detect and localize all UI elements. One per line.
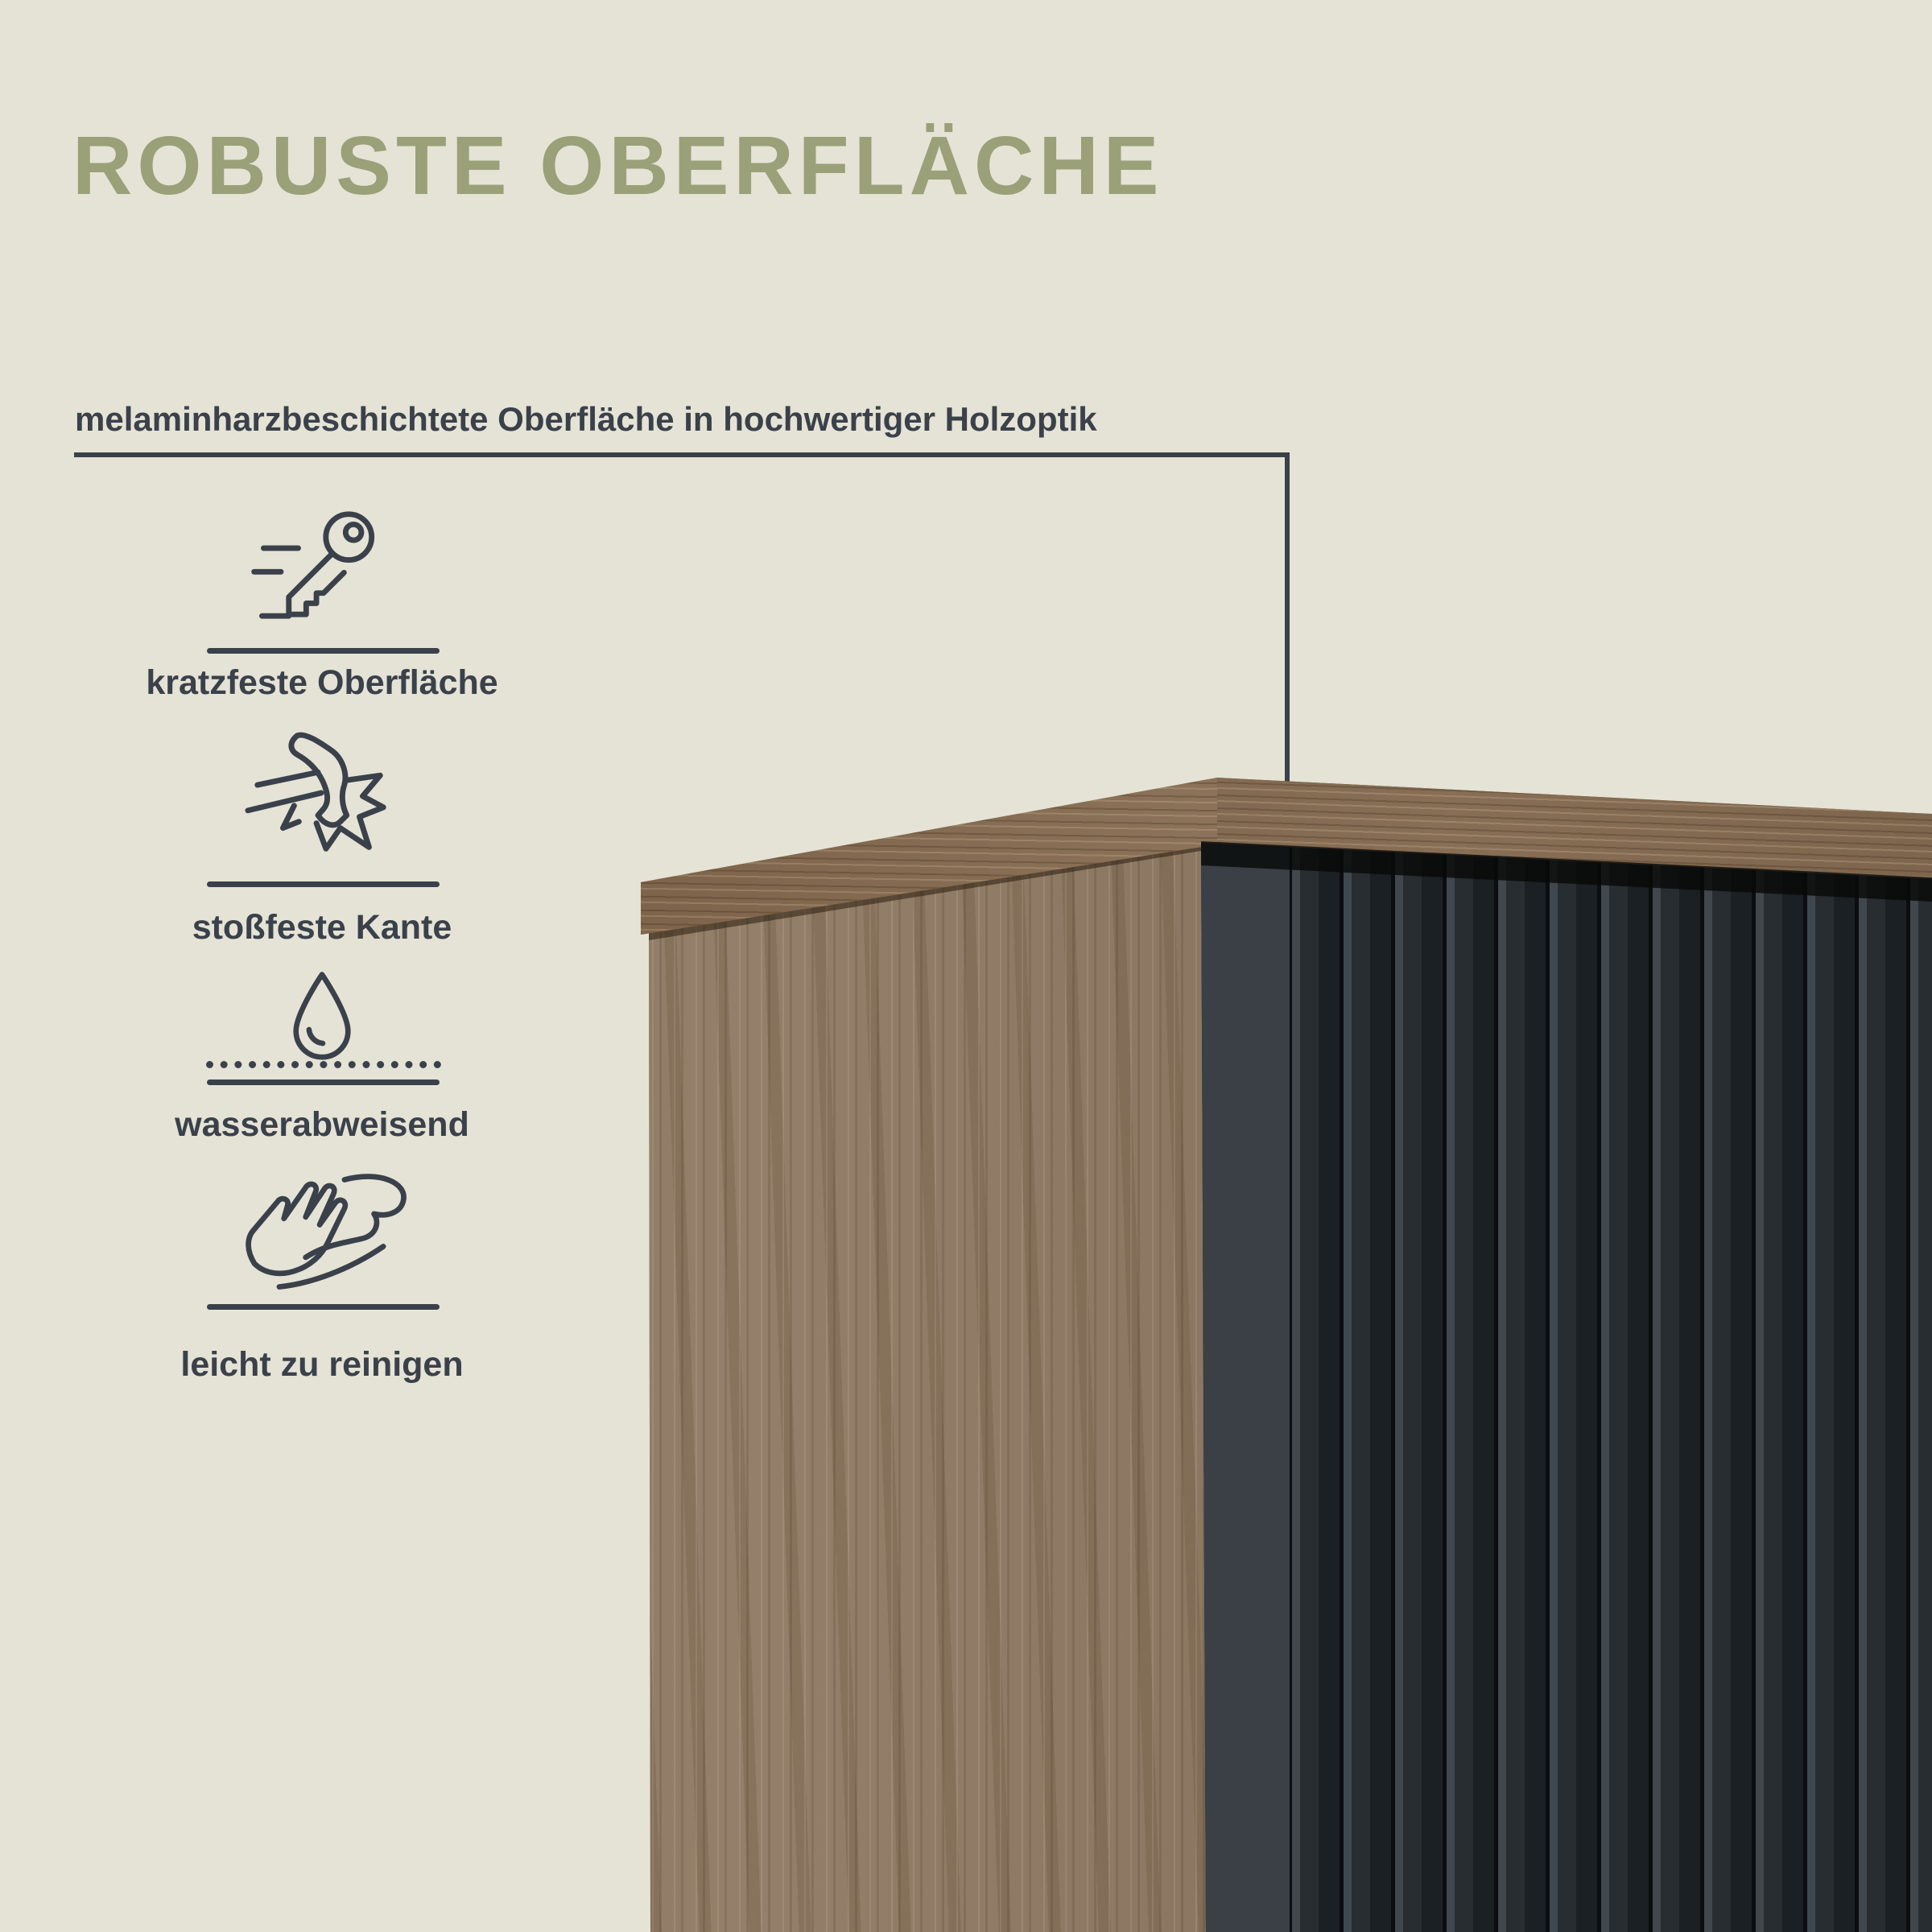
feature-label-water-repellent: wasserabweisend	[175, 1105, 469, 1144]
feature-label-scratchproof: kratzfeste Oberfläche	[146, 663, 498, 702]
feature-label-impact-resistant: stoßfeste Kante	[192, 908, 452, 947]
page-title: ROBUSTE OBERFLÄCHE	[72, 119, 1164, 212]
callout-text: melaminharzbeschichtete Oberfläche in hochwertiger Holzoptik	[75, 400, 1097, 438]
feature-label-easy-clean: leicht zu reinigen	[180, 1345, 464, 1384]
